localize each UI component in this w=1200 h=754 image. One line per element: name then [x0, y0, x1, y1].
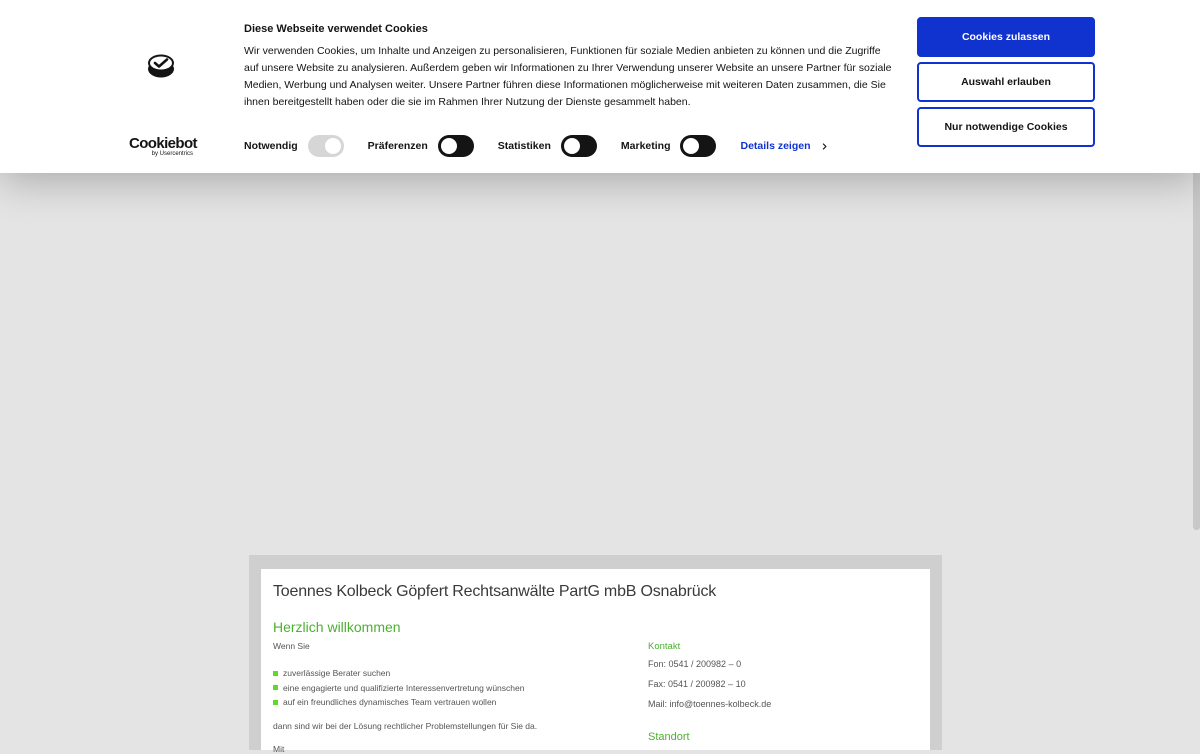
- cookie-banner: [0, 0, 1200, 173]
- location-heading: Standort: [648, 731, 690, 743]
- list-item: [273, 666, 524, 681]
- contact-heading: Kontakt: [648, 641, 681, 652]
- toggle-group-marketing: [621, 135, 717, 157]
- cookiebot-brand: [129, 136, 195, 158]
- list-item-text: auf ein freundliches dynamisches Team vertrauen wollen: [283, 697, 497, 707]
- contact-mail-link[interactable]: Mail: info@toennes-kolbeck.de: [648, 699, 772, 709]
- allow-selection-button[interactable]: Auswahl erlauben: [917, 62, 1095, 102]
- bullet-square-icon: [273, 685, 278, 690]
- toggle-necessary: [308, 135, 344, 157]
- bullet-square-icon: [273, 671, 278, 676]
- closing-text-partial: Mit: [273, 744, 285, 754]
- details-link-label: Details zeigen: [740, 140, 811, 152]
- content-card: [261, 569, 930, 754]
- details-link[interactable]: [740, 140, 827, 152]
- content-frame: [249, 555, 942, 754]
- cookie-banner-title: Diese Webseite verwendet Cookies: [244, 23, 428, 35]
- chevron-right-icon: [821, 143, 828, 150]
- necessary-only-button[interactable]: Nur notwendige Cookies: [917, 107, 1095, 147]
- allow-all-cookies-button[interactable]: Cookies zulassen: [917, 17, 1095, 57]
- list-item-text: eine engagierte und qualifizierte Interessenvertretung wünschen: [283, 682, 525, 693]
- cookiebot-logo-icon: [147, 53, 175, 79]
- list-item: [273, 695, 524, 710]
- list-item: [273, 681, 524, 696]
- toggle-preferences[interactable]: [438, 135, 474, 157]
- cookie-toggles: [244, 134, 828, 158]
- contact-fax: Fax: 0541 / 200982 – 10: [648, 679, 746, 689]
- toggle-marketing[interactable]: [680, 135, 716, 157]
- site-title: Toennes Kolbeck Göpfert Rechtsanwälte PartG mbB Osnabrück: [273, 583, 717, 600]
- list-item-text: zuverlässige Berater suchen: [283, 668, 391, 678]
- toggle-group-necessary: [244, 135, 344, 157]
- toggle-label-necessary: Notwendig: [244, 140, 298, 152]
- benefits-list: [273, 666, 524, 710]
- cookiebot-brand-sub: by Usercentrics: [151, 151, 193, 157]
- cookie-banner-text: Wir verwenden Cookies, um Inhalte und Anzeigen zu personalisieren, Funktionen für soziale Medien anbieten zu können und die Zugriffe auf unsere Website zu analysieren. Außerdem geben wir Informationen zu Ihrer Verwendung unserer Website an unsere Partner für soziale Medien, Werbung und Analysen weiter. Unsere Partner führen diese Informationen möglicherweise mit weiteren Daten zusammen, die Sie ihnen bereitgestellt haben oder die sie im Rahmen Ihrer Nutzung der Dienste gesammelt haben.: [244, 45, 892, 108]
- toggle-label-marketing: Marketing: [620, 140, 671, 152]
- closing-text: dann sind wir bei der Lösung rechtlicher Problemstellungen für Sie da.: [273, 721, 538, 731]
- toggle-statistics[interactable]: [561, 135, 597, 157]
- toggle-label-preferences: Präferenzen: [367, 140, 428, 152]
- toggle-group-statistics: [498, 135, 597, 157]
- cookiebot-brand-name: Cookiebot: [129, 135, 197, 152]
- toggle-group-preferences: [368, 135, 474, 157]
- contact-phone: Fon: 0541 / 200982 – 0: [648, 659, 742, 669]
- toggle-label-statistics: Statistiken: [497, 140, 551, 152]
- bullet-square-icon: [273, 700, 278, 705]
- welcome-heading: Herzlich willkommen: [273, 619, 401, 635]
- intro-text: Wenn Sie: [273, 641, 310, 651]
